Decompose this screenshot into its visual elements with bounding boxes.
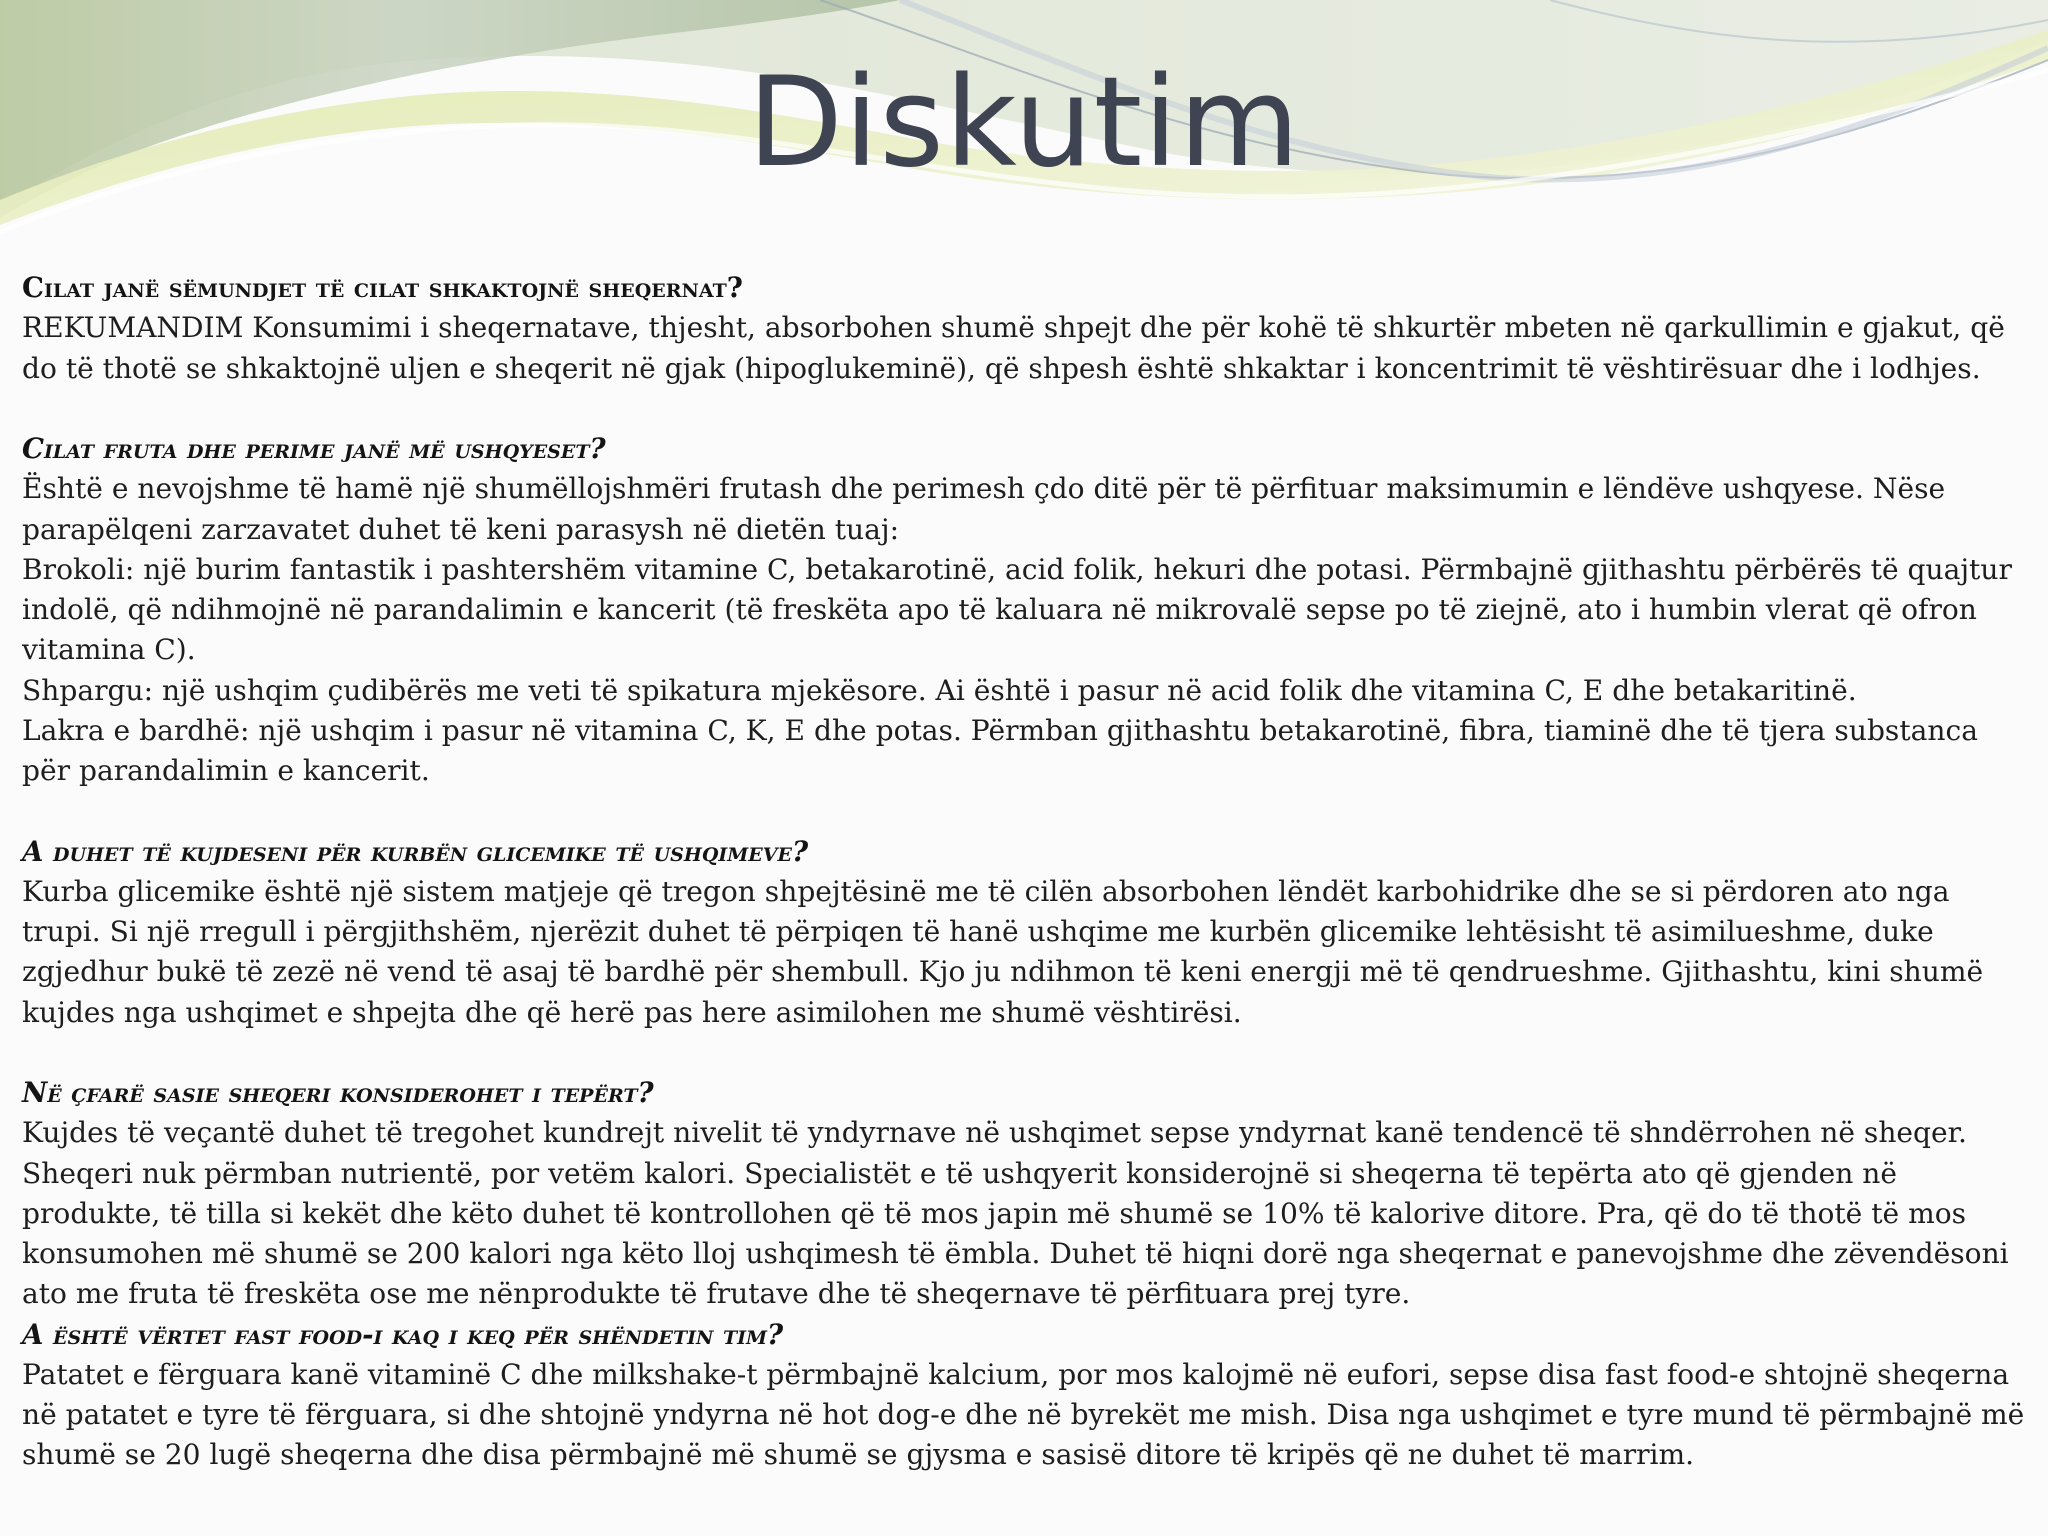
section-fast-food (22, 1315, 2032, 1476)
section-paragraph: Lakra e bardhë: një ushqim i pasur në vitamina C, K, E dhe potas. Përmban gjithashtu betakarotinë, fibra, tiaminë dhe të tjera substanca për parandalimin e kancerit. (22, 713, 1978, 787)
section-paragraph: Është e nevojshme të hamë një shumëllojshmëri frutash dhe perimesh çdo ditë për të përfituar maksimumin e lëndëve ushqyese. Nëse parapëlqeni zarzavatet duhet të keni parasysh në dietën tuaj: (22, 472, 1946, 546)
slide-title: Diskutim (747, 51, 1301, 195)
section-paragraph: Kurba glicemike është një sistem matjeje që tregon shpejtësinë me të cilën absorbohen lëndët karbohidrike dhe se si përdoren ato nga trupi. Si një rregull i përgjithshëm, njerëzit duhet të përpiqen të hanë ushqime me kurbën glicemike lehtësisht të asimilueshme, duke zgjedhur bukë të zezë në vend të asaj të bardhë për shembull. Kjo ju ndihmon të keni energji më të qendrueshme. Gjithashtu, kini shumë kujdes nga ushqimet e shpejta dhe që herë pas here asimilohen me shumë vështirësi. (22, 874, 1984, 1029)
section-paragraph: Patatet e fërguara kanë vitaminë C dhe milkshake-t përmbajnë kalcium, por mos kalojmë në eufori, sepse disa fast food-e shtojnë sheqerna në patatet e tyre të fërguara, si dhe shtojnë yndyrna në hot dog-e dhe në byrekët me mish. Disa nga ushqimet e tyre mund të përmbajnë më shumë se 20 lugë sheqerna dhe disa përmbajnë më shumë se gjysma e sasisë ditore të kripës që ne duhet të marrim. (22, 1357, 2025, 1472)
section-heading: Cilat janë sëmundjet të cilat shkaktojnë sheqernat? (22, 271, 743, 304)
section-sugar-diseases (22, 268, 2032, 389)
section-heading: Në çfarë sasie sheqeri konsiderohet i tepërt? (22, 1076, 654, 1109)
section-paragraph: Shpargu: një ushqim çudibërës me veti të spikatura mjekësore. Ai është i pasur në acid folik dhe vitamina C, E dhe betakaritinë. (22, 673, 1857, 707)
section-heading: A është vërtet fast food-i kaq i keq për shëndetin tim? (22, 1317, 784, 1351)
section-nutritious-fruits (22, 429, 2032, 791)
section-paragraph: Brokoli: një burim fantastik i pashtershëm vitamine C, betakarotinë, acid folik, hekuri dhe potasi. Përmbajnë gjithashtu përbërës të quajtur indolë, që ndihmojnë në parandalimin e kancerit (të freskëta apo të kaluara në mikrovalë sepse po të ziejnë, ato i humbin vlerat që ofron vitamina C). (22, 552, 2012, 667)
section-heading: Cilat fruta dhe perime janë më ushqyeset? (22, 432, 606, 465)
slide-content (22, 268, 2032, 1476)
section-glycemic-curve (22, 832, 2032, 1033)
section-paragraph: Kujdes të veçantë duhet të tregohet kundrejt nivelit të yndyrnave në ushqimet sepse yndyrnat kanë tendencë të shndërrohen në sheqer. Sheqeri nuk përmban nutrientë, por vetëm kalori. Specialistët e të ushqyerit konsiderojnë si sheqerna të tepërta ato që gjenden në produkte, të tilla si kekët dhe këto duhet të kontrollohen që të mos japin më shumë se 10% të kalorive ditore. Pra, që do të thotë të mos konsumohen më shumë se 200 kalori nga këto lloj ushqimesh të ëmbla. Duhet të hiqni dorë nga sheqernat e panevojshme dhe zëvendësoni ato me fruta të freskëta ose me nënprodukte të frutave dhe të sheqernave të përfituara prej tyre. (22, 1116, 2009, 1311)
section-excess-sugar (22, 1073, 2032, 1315)
section-paragraph: REKUMANDIM Konsumimi i sheqernatave, thjesht, absorbohen shumë shpejt dhe për kohë të shkurtër mbeten në qarkullimin e gjakut, që do të thotë se shkaktojnë uljen e sheqerit në gjak (hipoglukeminë), që shpesh është shkaktar i koncentrimit të vështirësuar dhe i lodhjes. (22, 311, 2005, 385)
section-heading: A duhet të kujdeseni për kurbën glicemike të ushqimeve? (22, 834, 809, 868)
